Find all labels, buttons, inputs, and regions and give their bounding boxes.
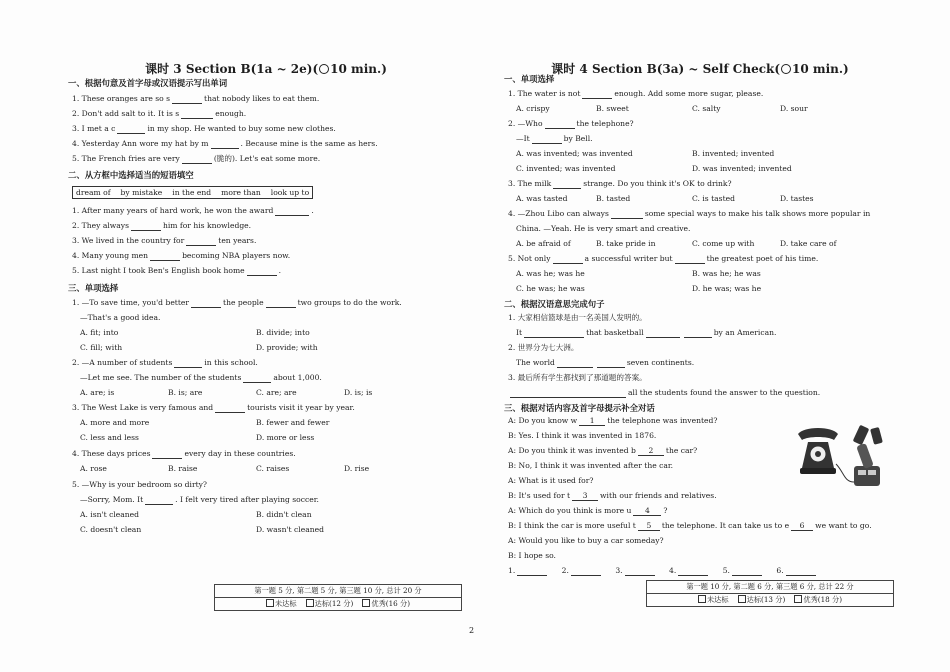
answer-blank[interactable] (145, 496, 173, 505)
question: 2. —Who the telephone? (508, 119, 634, 128)
question: 2. They always him for his knowledge. (72, 221, 252, 230)
answer-blank[interactable] (266, 299, 296, 308)
option[interactable]: B. divide; into (256, 328, 310, 337)
answer-blank[interactable]: 3 (572, 492, 598, 501)
dialogue-line: A: Which do you think is more u 4 ? (508, 506, 668, 515)
lesson-title-4: 课时 4 Section B(3a) ~ Self Check( 10 min.) (551, 62, 849, 76)
answer-blank[interactable] (532, 135, 562, 144)
option[interactable]: C. come up with (692, 239, 755, 248)
checkbox[interactable] (698, 595, 706, 603)
question: 3. The milk strange. Do you think it's OK to drink? (508, 179, 732, 188)
option[interactable]: A. isn't cleaned (80, 510, 140, 519)
option[interactable]: B. is; are (168, 388, 203, 397)
question: 1. The water is not enough. Add some more sugar, please. (508, 89, 764, 98)
question: 4. Many young men becoming NBA players now. (72, 251, 291, 260)
answer-blank[interactable] (275, 207, 309, 216)
answer-blank[interactable] (181, 110, 213, 119)
cordless-phone-icon (854, 443, 880, 486)
question: 4. —Zhou Libo can always some special ways to make his talk shows more popular in (508, 209, 871, 218)
answer-blank[interactable] (182, 155, 212, 164)
answer-blank[interactable] (211, 140, 239, 149)
option[interactable]: B. raise (168, 464, 198, 473)
option[interactable]: C. fill; with (80, 343, 123, 352)
answer-blank[interactable] (545, 120, 575, 129)
answer-blank[interactable] (131, 222, 161, 231)
question: 3. I met a c in my shop. He wanted to buy some new clothes. (72, 124, 336, 133)
option[interactable]: D. he was; was he (692, 284, 762, 293)
answer-blank[interactable] (557, 359, 593, 368)
answer-row: 1. 2. 3. 4. 5. 6. (508, 566, 818, 576)
answer-blank[interactable] (172, 95, 202, 104)
question-line: The world seven continents. (516, 358, 695, 367)
question: 5. Last night I took Ben's English book home . (72, 266, 282, 275)
answer-blank[interactable] (597, 359, 625, 368)
checkbox[interactable] (794, 595, 802, 603)
answer-blank[interactable] (152, 450, 182, 459)
answer-blank[interactable] (517, 567, 547, 576)
left-page (68, 0, 464, 672)
option[interactable]: A. more and more (80, 418, 150, 427)
question: 2. 世界分为七大洲。 (508, 343, 579, 352)
question: 4. Yesterday Ann wore my hat by m . Because mine is the same as hers. (72, 139, 378, 148)
question: 3. The West Lake is very famous and tourists visit it year by year. (72, 403, 355, 412)
question: 1. —To save time, you'd better the people two groups to do the work. (72, 298, 402, 307)
option[interactable]: B. invented; invented (692, 149, 775, 158)
phrase: by mistake (120, 188, 163, 197)
option[interactable]: C. salty (692, 104, 721, 113)
answer-blank[interactable] (611, 210, 643, 219)
answer-blank[interactable] (243, 374, 271, 383)
question-line: —It by Bell. (516, 134, 593, 143)
clock-icon (319, 64, 329, 74)
dialogue-line: B: I think the car is more useful t 5 the telephone. It can take us to e 6 we want to go. (508, 521, 872, 530)
phrase: more than (221, 188, 261, 197)
option[interactable]: C. invented; was invented (516, 164, 616, 173)
option[interactable]: A. are; is (80, 388, 115, 397)
option[interactable]: A. crispy (516, 104, 550, 113)
answer-blank[interactable]: 5 (638, 522, 660, 531)
option[interactable]: B. was he; he was (692, 269, 761, 278)
dialogue-line: A: Do you think it was invented b 2 the car? (508, 446, 698, 455)
phrase: in the end (172, 188, 212, 197)
answer-blank[interactable] (646, 329, 680, 338)
option[interactable]: D. rise (344, 464, 370, 473)
score-table (214, 584, 462, 611)
answer-blank[interactable] (186, 237, 216, 246)
answer-blank[interactable]: 2 (638, 447, 664, 456)
question: 1. 大家相信篮球是由一名美国人发明的。 (508, 313, 647, 322)
answer-blank[interactable] (732, 567, 762, 576)
option[interactable]: B. take pride in (596, 239, 656, 248)
answer-blank[interactable] (786, 567, 816, 576)
answer-blank[interactable]: 4 (633, 507, 661, 516)
section-heading: 一、单项选择 (504, 74, 555, 84)
dialogue-line: B: Yes. I think it was invented in 1876. (508, 431, 657, 440)
question: 2. Don't add salt to it. It is s enough. (72, 109, 247, 118)
answer-blank[interactable] (524, 329, 584, 338)
section-heading: 一、根据句意及首字母或汉语提示写出单词 (68, 78, 228, 88)
dialogue-line: A: Do you know w 1 the telephone was invented? (508, 416, 718, 425)
answer-blank[interactable] (150, 252, 180, 261)
question-line: all the students found the answer to the question. (508, 388, 820, 398)
question: 2. —A number of students in this school. (72, 358, 258, 367)
answer-blank[interactable] (215, 404, 245, 413)
option[interactable]: D. take care of (780, 239, 837, 248)
answer-blank[interactable] (571, 567, 601, 576)
answer-blank[interactable] (117, 125, 145, 134)
answer-blank[interactable] (247, 267, 277, 276)
section-heading: 三、单项选择 (68, 283, 119, 293)
question: 1. After many years of hard work, he won the award . (72, 206, 314, 215)
answer-blank[interactable] (553, 180, 581, 189)
phrase: look up to (270, 188, 310, 197)
phrase-box (72, 186, 313, 199)
score-summary: 第一题 5 分, 第二题 5 分, 第三题 10 分, 总计 20 分 (215, 585, 461, 598)
option[interactable]: C. raises (256, 464, 290, 473)
option[interactable]: A. was invented; was invented (516, 149, 633, 158)
dialogue-line: B: No, I think it was invented after the car. (508, 461, 674, 470)
answer-blank[interactable] (191, 299, 221, 308)
answer-blank[interactable] (684, 329, 712, 338)
option[interactable]: C. doesn't clean (80, 525, 142, 534)
option[interactable]: B. sweet (596, 104, 629, 113)
section-heading: 二、根据汉语意思完成句子 (504, 299, 605, 309)
option[interactable]: D. provide; with (256, 343, 318, 352)
answer-blank[interactable]: 1 (579, 417, 605, 426)
option[interactable]: A. was tasted (516, 194, 568, 203)
dialogue-line: B: It's used for t 3 with our friends and relatives. (508, 491, 717, 500)
option[interactable]: A. rose (80, 464, 107, 473)
option[interactable]: A. be afraid of (516, 239, 571, 248)
question-line: It that basketball by an American. (516, 328, 777, 337)
answer-blank[interactable] (625, 567, 655, 576)
answer-blank[interactable] (510, 389, 626, 398)
question-line: China. —Yeah. He is very smart and creative. (516, 224, 691, 233)
option[interactable]: D. wasn't cleaned (256, 525, 324, 534)
answer-blank[interactable] (675, 255, 705, 264)
option[interactable]: D. sour (780, 104, 808, 113)
question: 5. —Why is your bedroom so dirty? (72, 480, 208, 489)
dialogue-line: B: I hope so. (508, 551, 556, 560)
question: 5. Not only a successful writer but the greatest poet of his time. (508, 254, 819, 263)
checkbox[interactable] (362, 599, 370, 607)
question: 4. These days prices every day in these countries. (72, 449, 296, 458)
option[interactable]: C. he was; he was (516, 284, 585, 293)
score-summary: 第一题 10 分, 第二题 6 分, 第三题 6 分, 总计 22 分 (647, 581, 893, 594)
question: 3. 最后所有学生都找到了那道题的答案。 (508, 373, 647, 382)
answer-blank[interactable] (582, 90, 612, 99)
dialogue-line: A: What is it used for? (508, 476, 594, 485)
right-page (504, 0, 896, 672)
option[interactable]: D. more or less (256, 433, 315, 442)
option[interactable]: A. was he; was he (516, 269, 585, 278)
answer-blank[interactable]: 6 (791, 522, 813, 531)
telephone-illustration (794, 424, 890, 496)
checkbox[interactable] (306, 599, 314, 607)
option[interactable]: B. fewer and fewer (256, 418, 330, 427)
question: 1. These oranges are so s that nobody likes to eat them. (72, 94, 320, 103)
question-line: —Let me see. The number of the students about 1,000. (80, 373, 322, 382)
section-heading: 二、从方框中选择适当的短语填空 (68, 170, 194, 180)
question: 5. The French fries are very (脆的). Let's eat some more. (72, 154, 321, 163)
score-levels: 未达标 达标(12 分) 优秀(16 分) (215, 598, 461, 610)
question: 3. We lived in the country for ten years. (72, 236, 257, 245)
option[interactable]: A. fit; into (80, 328, 119, 337)
answer-blank[interactable] (678, 567, 708, 576)
answer-blank[interactable] (553, 255, 583, 264)
option[interactable]: C. less and less (80, 433, 139, 442)
option[interactable]: C. are; are (256, 388, 297, 397)
option[interactable]: B. tasted (596, 194, 631, 203)
checkbox[interactable] (738, 595, 746, 603)
mobile-phone-icon (853, 425, 883, 446)
section-heading: 三、根据对话内容及首字母提示补全对话 (504, 403, 655, 413)
option[interactable]: D. tastes (780, 194, 814, 203)
score-table (646, 580, 894, 607)
clock-icon (781, 64, 791, 74)
phrase: dream of (76, 188, 111, 197)
option[interactable]: C. is tasted (692, 194, 735, 203)
question-line: —That's a good idea. (80, 313, 161, 322)
answer-blank[interactable] (174, 359, 202, 368)
option[interactable]: D. is; is (344, 388, 373, 397)
old-phone-icon (798, 428, 838, 474)
score-levels: 未达标 达标(13 分) 优秀(18 分) (647, 594, 893, 606)
dialogue-line: A: Would you like to buy a car someday? (508, 536, 664, 545)
page-number: 2 (469, 626, 475, 635)
checkbox[interactable] (266, 599, 274, 607)
option[interactable]: B. didn't clean (256, 510, 312, 519)
option[interactable]: D. was invented; invented (692, 164, 792, 173)
lesson-title-3: 课时 3 Section B(1a ~ 2e)( 10 min.) (145, 62, 387, 76)
question-line: —Sorry, Mom. It . I felt very tired after playing soccer. (80, 495, 319, 504)
